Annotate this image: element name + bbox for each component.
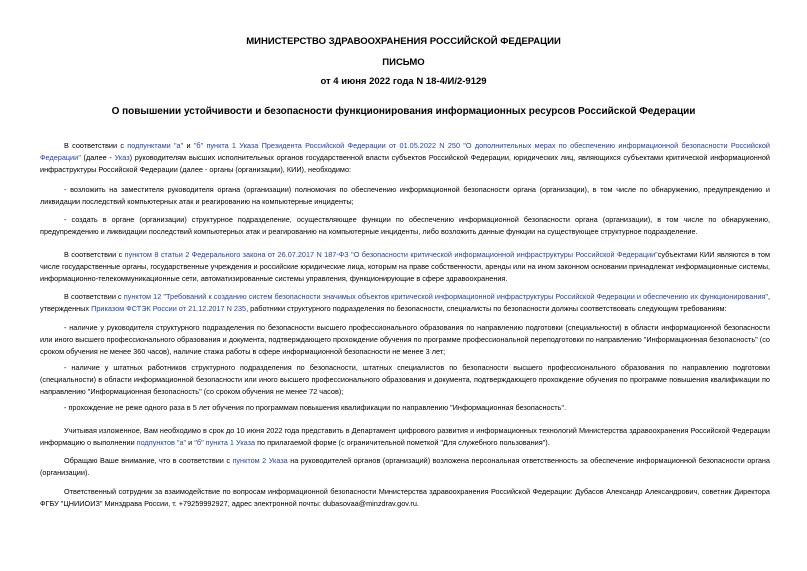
link-subparagraph-a[interactable]: подпунктами "а" bbox=[127, 141, 184, 150]
paragraph-10 bbox=[40, 455, 770, 479]
p1-text-3: (далее - bbox=[80, 153, 115, 162]
p3-text: - создать в органе (организации) структурное подразделение, осуществляющее функции по обеспечению информационной безопасности органа (организации), в том числе по обнаружению, предупреждению и ликвидации последствий компьютерных атак и реагированию на компьютерные инциденты, либо возложить данные функции на существующее структурное подразделение. bbox=[40, 215, 770, 236]
subject-heading: О повышении устойчивости и безопасности функционирования информационных ресурсов Российской Федерации bbox=[111, 106, 696, 117]
paragraph-4 bbox=[40, 249, 770, 285]
p5-text-1: В соответствии с bbox=[64, 292, 124, 301]
p10-text-2: на руководителей органов (организаций) возложена персональная ответственность за обеспечение информационной безопасности органа (организации). bbox=[40, 456, 770, 477]
p9-text-2: и bbox=[186, 438, 195, 447]
p4-text-1: В соответствии с bbox=[64, 250, 125, 259]
paragraph-3 bbox=[40, 214, 770, 238]
link-decree[interactable]: Указ bbox=[114, 153, 130, 162]
paragraph-8 bbox=[40, 402, 770, 414]
link-decree-p1-b[interactable]: "б" пункта 1 Указа bbox=[194, 438, 256, 447]
p9-text-3: по прилагаемой форме (с ограничительной пометкой "Для служебного пользования"). bbox=[255, 438, 550, 447]
paragraph-9 bbox=[40, 425, 770, 449]
p6-text: - наличие у руководителя структурного подразделения по безопасности высшего профессионального образования по направлению подготовки (специальности) в области информационной безопасности или иного высшего профессионального образования и документа, подтверждающего прохождение обучения по программе профессиональной переподготовки по направлению "Информационная безопасность" (со сроком обучения не менее 360 часов), наличие стажа работы в сфере информационной безопасности не менее 3 лет; bbox=[40, 323, 770, 356]
p2-text: - возложить на заместителя руководителя органа (организации) полномочия по обеспечению информационной безопасности органа (организации), в том числе по обнаружению, предупреждению и ликвидации последствий компьютерных атак и реагированию на компьютерные инциденты; bbox=[40, 185, 770, 206]
paragraph-11 bbox=[40, 486, 770, 510]
link-fstec-order-235[interactable]: Приказом ФСТЭК России от 21.12.2017 N 235 bbox=[91, 304, 247, 313]
p1-text-2: и bbox=[183, 141, 194, 150]
p5-text-3: , работники структурного подразделения по безопасности, специалисты по безопасности должны соответствовать следующим требованиям: bbox=[246, 304, 727, 313]
link-requirements-p12[interactable]: пунктом 12 "Требований к созданию систем безопасности значимых объектов критической информационной инфраструктуры Российской Федерации и обеспечению их функционирования" bbox=[123, 292, 768, 301]
p7-text: - наличие у штатных работников структурного подразделения по безопасности, штатных специалистов по безопасности высшего профессионального образования по направлению подготовки (специальности) в области информационной безопасности или иного высшего профессионального образования и документа, подтверждающего прохождение обучения по программе повышения квалификации по направлению "Информационная безопасность" (со сроком обучения не менее 72 часов); bbox=[40, 363, 770, 396]
p8-text: - прохождение не реже одного раза в 5 лет обучения по программам повышения квалификации по направлению "Информационная безопасность". bbox=[64, 403, 567, 412]
link-decree-p2[interactable]: пунктом 2 Указа bbox=[232, 456, 288, 465]
p1-text-1: В соответствии с bbox=[64, 141, 128, 150]
p9-text-1: Учитывая изложенное, Вам необходимо в срок до 10 июня 2022 года представить в Департамент цифрового развития и информационных технологий Министерства здравоохранения Российской Федерации информацию о выполнении bbox=[40, 426, 770, 447]
link-subparagraphs-a[interactable]: подпунктов "а" bbox=[136, 438, 187, 447]
p11-text: Ответственный сотрудник за взаимодействие по вопросам информационной безопасности Министерства здравоохранения Российской Федерации: Дубасов Александр Александрович, советник Директора ФГБУ "ЦНИИОИЗ" Минздрава России, т. +79259992927, адрес электронной почты: dubasovaa@minzdrav.gov.ru. bbox=[40, 487, 770, 508]
p4-text-2: субъектами КИИ являются в том числе государственные органы, государственные учреждения и российские юридические лица, которым на праве собственности, аренды или на ином законном основании принадлежат информационные системы, информационно-телекоммуникационные сети, автоматизированные системы управления, функционирующие в сфере здравоохранения. bbox=[40, 250, 771, 283]
paragraph-6 bbox=[40, 322, 770, 358]
paragraph-2 bbox=[40, 184, 770, 208]
doc-type-heading: ПИСЬМО bbox=[382, 57, 425, 68]
paragraph-5 bbox=[40, 291, 770, 315]
paragraph-7 bbox=[40, 362, 770, 398]
p5-text-2: , утвержденных bbox=[40, 292, 770, 313]
paragraph-1 bbox=[40, 140, 770, 176]
date-number-heading: от 4 июня 2022 года N 18-4/И/2-9129 bbox=[320, 76, 487, 87]
ministry-heading: МИНИСТЕРСТВО ЗДРАВООХРАНЕНИЯ РОССИЙСКОЙ ФЕДЕРАЦИИ bbox=[246, 36, 561, 47]
link-federal-law-187[interactable]: пунктом 8 статьи 2 Федерального закона от 26.07.2017 N 187-ФЗ "О безопасности критической информационной инфраструктуры Российской Федерации" bbox=[124, 250, 658, 259]
p10-text-1: Обращаю Ваше внимание, что в соответствии с bbox=[64, 456, 233, 465]
p1-text-4: ) руководителям высших исполнительных органов государственной власти субъектов Российской Федерации, юридических лиц, являющихся субъектами критической информационной инфраструктуры Российской Федерации (далее - органы (организации), КИИ), необходимо: bbox=[40, 153, 770, 174]
link-decree-250[interactable]: "б" пункта 1 Указа Президента Российской Федерации от 01.05.2022 N 250 "О дополнительных мерах по обеспечению информационной безопасности Российской Федерации" bbox=[40, 141, 771, 162]
